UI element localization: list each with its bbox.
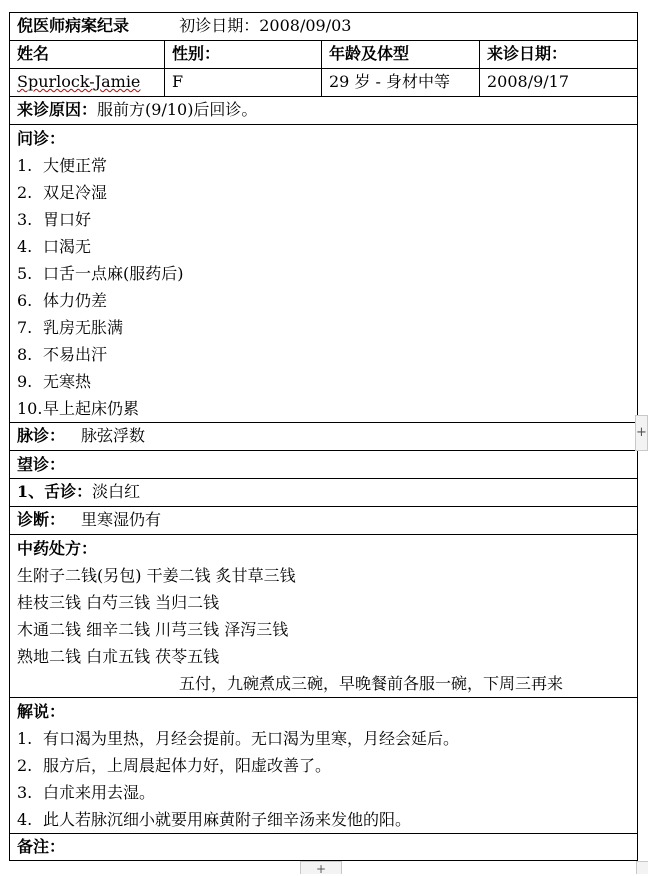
list-item <box>17 179 637 206</box>
list-item <box>17 341 637 368</box>
name-cell[interactable] <box>10 69 165 97</box>
list-item <box>17 779 637 806</box>
notes-label: 备注： <box>17 837 66 856</box>
list-item-number: 9. <box>17 372 33 391</box>
list-item <box>17 260 637 287</box>
title-row <box>10 13 638 41</box>
prescription-line: 木通二钱 细辛二钱 川芎三钱 泽泻三钱 <box>17 620 289 639</box>
visit-date-label: 来诊日期： <box>480 41 638 69</box>
visit-date-cell[interactable] <box>480 69 638 97</box>
diagnosis-cell[interactable] <box>10 507 638 535</box>
notes-cell[interactable] <box>10 834 638 861</box>
diagnosis-label: 诊断： <box>17 510 66 529</box>
explanation-label: 解说： <box>17 702 66 721</box>
list-item-number: 10. <box>17 399 43 418</box>
pulse-value: 脉弦浮数 <box>81 426 146 445</box>
case-record-document <box>9 12 637 861</box>
tongue-label: 1、舌诊： <box>17 482 93 501</box>
name-label: 姓名 <box>10 41 165 69</box>
age-body-label: 年龄及体型 <box>322 41 480 69</box>
tongue-value: 淡白红 <box>92 482 141 501</box>
plus-icon: + <box>315 862 327 876</box>
pulse-row <box>10 423 638 451</box>
list-item-number: 4. <box>17 810 33 829</box>
explanation-cell[interactable] <box>10 698 638 834</box>
inquiry-row <box>10 125 638 423</box>
inquiry-list <box>17 152 637 422</box>
list-item-text: 无寒热 <box>43 372 92 391</box>
list-item-text: 双足冷湿 <box>43 183 108 202</box>
reason-label: 来诊原因： <box>17 100 98 119</box>
patient-visit-date: 2008/9/17 <box>487 72 570 91</box>
first-visit-date: 2008/09/03 <box>259 16 352 35</box>
list-item-number: 4. <box>17 237 33 256</box>
observation-label: 望诊： <box>17 455 66 474</box>
list-item-number: 5. <box>17 264 33 283</box>
notes-row <box>10 834 638 861</box>
explanation-list <box>17 725 637 833</box>
list-item-text: 此人若脉沉细小就要用麻黄附子细辛汤来发他的阳。 <box>43 810 412 829</box>
diagnosis-value: 里寒湿仍有 <box>81 510 162 529</box>
list-item <box>17 206 637 233</box>
list-item-number: 3. <box>17 210 33 229</box>
tongue-row <box>10 479 638 507</box>
patient-age-body: 29 岁 - 身材中等 <box>329 72 451 91</box>
prescription-row <box>10 535 638 698</box>
age-body-cell[interactable] <box>322 69 480 97</box>
prescription-line: 熟地二钱 白朮五钱 茯苓五钱 <box>17 647 220 666</box>
list-item-number: 7. <box>17 318 33 337</box>
patient-name: Spurlock-Jamie <box>17 72 141 91</box>
list-item-number: 1. <box>17 156 33 175</box>
list-item-number: 3. <box>17 783 33 802</box>
inquiry-cell[interactable] <box>10 125 638 423</box>
list-item-text: 口舌一点麻(服药后) <box>43 264 184 283</box>
case-record-table <box>9 12 638 861</box>
reason-value: 服前方(9/10)后回诊。 <box>97 100 258 119</box>
list-item-number: 6. <box>17 291 33 310</box>
observation-label-cell[interactable] <box>10 451 638 479</box>
gender-cell[interactable] <box>165 69 322 97</box>
prescription-line: 生附子二钱(另包) 干姜二钱 炙甘草三钱 <box>17 566 296 585</box>
info-label-row <box>10 41 638 69</box>
prescription-cell[interactable] <box>10 535 638 698</box>
prescription-lines <box>17 562 637 670</box>
list-item <box>17 287 637 314</box>
list-item-text: 体力仍差 <box>43 291 108 310</box>
reason-row <box>10 97 638 125</box>
reason-cell[interactable] <box>10 97 638 125</box>
list-item-text: 有口渴为里热，月经会提前。无口渴为里寒，月经会延后。 <box>43 729 460 748</box>
inquiry-label: 问诊： <box>17 129 66 148</box>
list-item <box>17 368 637 395</box>
list-item-text: 服方后，上周晨起体力好，阳虚改善了。 <box>43 756 332 775</box>
list-item <box>17 725 637 752</box>
document-title: 倪医师病案纪录 <box>17 16 130 35</box>
list-item <box>17 152 637 179</box>
plus-icon: + <box>636 425 647 440</box>
list-item <box>17 233 637 260</box>
list-item-text: 胃口好 <box>43 210 92 229</box>
table-expand-button[interactable] <box>635 415 648 451</box>
diagnosis-row <box>10 507 638 535</box>
list-item-number: 2. <box>17 183 33 202</box>
list-item-number: 8. <box>17 345 33 364</box>
add-row-button[interactable] <box>300 861 342 874</box>
list-item-text: 早上起床仍累 <box>43 399 140 418</box>
list-item-text: 不易出汗 <box>43 345 108 364</box>
pulse-cell[interactable] <box>10 423 638 451</box>
resize-corner[interactable] <box>636 861 648 874</box>
list-item <box>17 752 637 779</box>
tongue-cell[interactable] <box>10 479 638 507</box>
list-item-number: 1. <box>17 729 33 748</box>
prescription-label: 中药处方： <box>17 539 98 558</box>
list-item <box>17 806 637 833</box>
first-visit-label: 初诊日期： <box>179 16 260 35</box>
list-item-text: 大便正常 <box>43 156 108 175</box>
list-item-text: 口渴无 <box>43 237 92 256</box>
info-value-row <box>10 69 638 97</box>
list-item <box>17 314 637 341</box>
pulse-label: 脉诊： <box>17 426 66 445</box>
patient-gender: F <box>172 72 184 91</box>
prescription-line: 桂枝三钱 白芍三钱 当归二钱 <box>17 593 220 612</box>
observation-row <box>10 451 638 479</box>
list-item-text: 乳房无胀满 <box>43 318 124 337</box>
list-item <box>17 395 637 422</box>
explanation-row <box>10 698 638 834</box>
list-item-text: 白朮来用去湿。 <box>43 783 156 802</box>
prescription-instructions: 五付，九碗煮成三碗，早晚餐前各服一碗，下周三再来 <box>179 674 564 693</box>
list-item-number: 2. <box>17 756 33 775</box>
gender-label: 性别： <box>165 41 322 69</box>
title-cell <box>10 13 638 41</box>
